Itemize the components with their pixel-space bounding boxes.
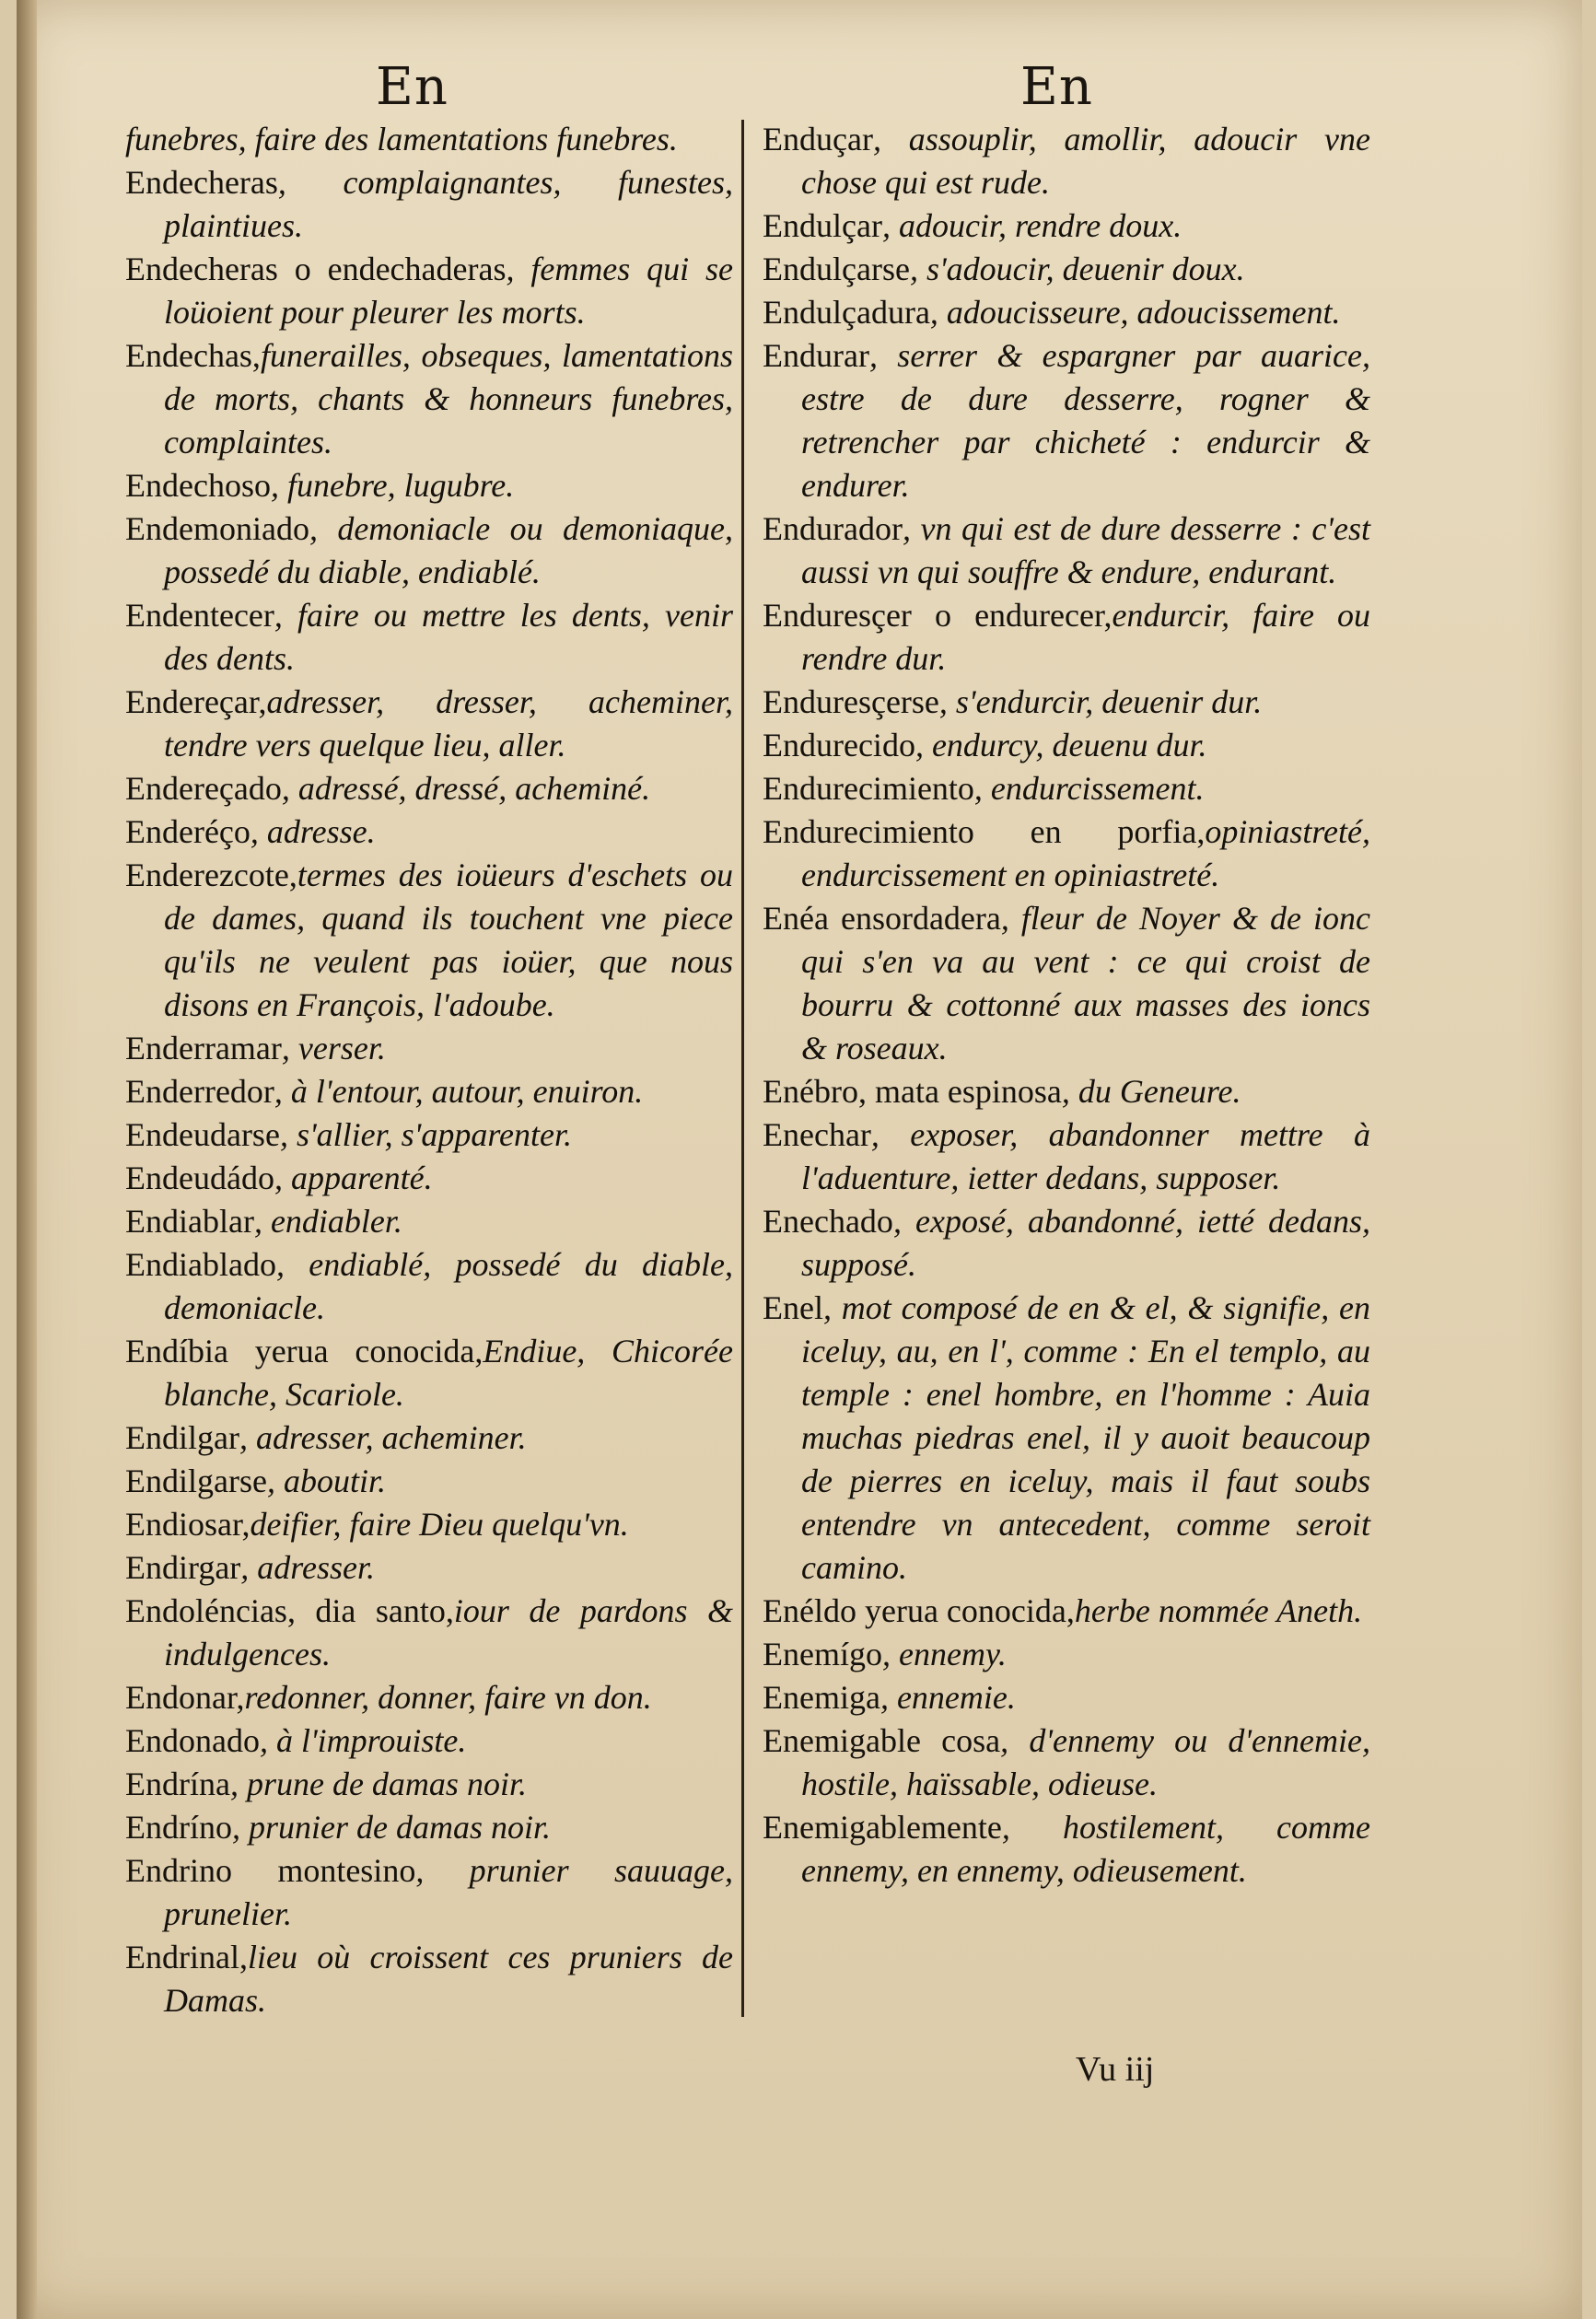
entry-headword: Enel (763, 1289, 823, 1326)
dictionary-entry (125, 1157, 733, 1200)
entry-headword: Enechar (763, 1116, 871, 1153)
dictionary-entry (763, 1633, 1370, 1676)
entry-headword: Enderredor (125, 1073, 274, 1110)
entry-headword: Endeudarse (125, 1116, 280, 1153)
entry-definition: , endurcissement. (973, 770, 1205, 807)
entry-definition: , adresser, acheminer. (239, 1419, 527, 1456)
dictionary-entry (763, 1287, 1370, 1590)
entry-headword: Endecheras o endechaderas (125, 251, 507, 287)
dictionary-entry (125, 1070, 733, 1113)
dictionary-entry (125, 334, 733, 464)
signature-mark: Vu iij (1076, 2050, 1155, 2089)
entry-headword: Endiosar, (125, 1506, 250, 1543)
dictionary-entry (763, 1590, 1370, 1633)
entry-definition: , hostilement, comme ennemy, en ennemy, odieusement. (801, 1809, 1370, 1889)
entry-definition: , d'ennemy ou d'ennemie, hostile, haïssable, odieuse. (801, 1722, 1370, 1802)
entry-definition: redonner, donner, faire vn don. (244, 1679, 652, 1716)
entry-definition: , à l'improuiste. (259, 1722, 467, 1759)
page-edge-shadow (17, 0, 37, 2319)
entry-headword: Endonado (125, 1722, 260, 1759)
entry-definition: , fleur de Noyer & de ionc qui s'en va au vent : ce qui croist de bourru & cottonné aux masses des ioncs & roseaux. (801, 900, 1370, 1066)
dictionary-entry (125, 810, 733, 854)
dictionary-entry (763, 248, 1370, 291)
dictionary-entry (125, 1027, 733, 1070)
entry-definition: , exposer, abandonner mettre à l'aduenture, ietter dedans, supposer. (801, 1116, 1370, 1196)
dictionary-entry (125, 1936, 733, 2022)
entry-headword: Endiablar (125, 1203, 254, 1240)
entry-headword: Enemigable cosa (763, 1722, 1001, 1759)
entry-headword: Enderramar (125, 1030, 282, 1066)
entry-definition: , serrer & espargner par auarice, estre de dure desserre, rogner & retrencher par chicheté : endurcir & endurer. (801, 337, 1370, 504)
entry-headword: Endulçar (763, 207, 882, 244)
entry-definition: , funebre, lugubre. (270, 467, 515, 504)
dictionary-entry (763, 594, 1370, 681)
entry-definition: , assouplir, amollir, adoucir vne chose qui est rude. (801, 121, 1370, 201)
entry-definition: deifier, faire Dieu quelqu'vn. (250, 1506, 629, 1543)
entry-definition: , endiablé, possedé du diable, demoniacle. (164, 1246, 733, 1326)
entry-headword: Endulçadura (763, 294, 930, 331)
dictionary-entry (763, 724, 1370, 767)
dictionary-entry (763, 810, 1370, 897)
entry-definition: , prune de damas noir. (229, 1765, 527, 1802)
entry-definition: termes des ioüeurs d'eschets ou de dames, quand ils touchent vne piece qu'ils ne veulent pas ioüer, que nous disons en François, l'adoube. (164, 857, 733, 1023)
entry-definition: , à l'entour, autour, enuiron. (274, 1073, 644, 1110)
entry-definition: , adoucir, rendre doux. (881, 207, 1182, 244)
dictionary-entry (125, 1113, 733, 1157)
entry-definition: , adresse. (250, 813, 376, 850)
dictionary-entry (125, 161, 733, 248)
entry-headword: Endirgar (125, 1549, 241, 1586)
dictionary-entry (763, 1676, 1370, 1719)
dictionary-entry (125, 1200, 733, 1243)
dictionary-entry (125, 1806, 733, 1849)
entry-definition: iour de pardons & indulgences. (164, 1592, 733, 1672)
entry-headword: Endoléncias, dia santo, (125, 1592, 454, 1629)
dictionary-entry (763, 897, 1370, 1070)
dictionary-entry (763, 291, 1370, 334)
dictionary-entry (125, 1243, 733, 1330)
dictionary-entry (125, 594, 733, 681)
entry-headword: Enéa ensordadera (763, 900, 1001, 937)
entry-definition: , mot composé de en & el, & signifie, en iceluy, au, en l', comme : En el templo, au temple : enel hombre, en l'homme : Auia muchas piedras enel, il y auoit beaucoup de pierres en iceluy, mais il faut soubs entendre vn antecedent, comme seroit camino. (801, 1289, 1370, 1586)
dictionary-entry (125, 248, 733, 334)
entry-definition: , faire ou mettre les dents, venir des dents. (164, 597, 733, 677)
entry-definition: , s'adoucir, deuenir doux. (909, 251, 1245, 287)
entry-headword: Endereçar, (125, 683, 267, 720)
entry-definition: , s'endurcir, deuenir dur. (938, 683, 1263, 720)
entry-definition: , s'allier, s'apparenter. (279, 1116, 573, 1153)
running-head-left: En (376, 57, 449, 117)
entry-headword: Enéldo yerua conocida, (763, 1592, 1075, 1629)
entry-headword: Enébro, mata espinosa (763, 1073, 1062, 1110)
entry-headword: Enemigablemente (763, 1809, 1002, 1846)
entry-definition: , complaignantes, funestes, plaintiues. (164, 164, 733, 244)
entry-definition: opiniastreté, endurcissement en opiniastreté. (801, 813, 1370, 893)
dictionary-entry (125, 1460, 733, 1503)
entry-headword: Enderezcote, (125, 857, 297, 893)
right-column (763, 118, 1370, 1893)
entry-definition: , prunier de damas noir. (231, 1809, 551, 1846)
entry-headword: Enderéço (125, 813, 250, 850)
dictionary-entry (763, 507, 1370, 594)
entry-definition: , du Geneure. (1061, 1073, 1241, 1110)
entry-definition: , ennemy. (881, 1636, 1007, 1672)
entry-headword: Endereçado (125, 770, 282, 807)
entry-definition: lieu où croissent ces pruniers de Damas. (164, 1939, 733, 2019)
entry-headword: Endeudádo (125, 1160, 274, 1196)
entry-headword: Endrino montesino (125, 1852, 416, 1889)
dictionary-entry (763, 767, 1370, 810)
entry-headword: Endilgarse (125, 1462, 267, 1499)
dictionary-entry (763, 334, 1370, 507)
dictionary-entry (763, 1113, 1370, 1200)
running-head-right: En (1020, 57, 1093, 117)
entry-definition: , adoucisseure, adoucissement. (929, 294, 1341, 331)
dictionary-entry (763, 1200, 1370, 1287)
dictionary-entry (763, 681, 1370, 724)
entry-definition: , prunier sauuage, prunelier. (164, 1852, 733, 1932)
entry-headword: Endurecido (763, 727, 915, 763)
entry-headword: Endríno (125, 1809, 232, 1846)
entry-definition: , endurcy, deuenu dur. (914, 727, 1207, 763)
entry-definition: adresser, dresser, acheminer, tendre vers quelque lieu, aller. (164, 683, 733, 763)
entry-definition: , adresser. (240, 1549, 375, 1586)
entry-headword: Enduçar (763, 121, 873, 157)
dictionary-entry (763, 1070, 1370, 1113)
dictionary-entry (125, 464, 733, 507)
entry-headword: Enechado (763, 1203, 893, 1240)
dictionary-entry (763, 1719, 1370, 1806)
entry-headword: Endrinal, (125, 1939, 248, 1975)
entry-headword: Endurecimiento en porfia, (763, 813, 1206, 850)
column-divider (741, 120, 744, 2017)
entry-definition: , femmes qui se loüoient pour pleurer les morts. (164, 251, 733, 331)
dictionary-entry (125, 118, 733, 161)
dictionary-entry (125, 1849, 733, 1936)
entry-headword: Endiablado (125, 1246, 276, 1283)
entry-headword: Enduresçer o endurecer, (763, 597, 1113, 634)
dictionary-entry (125, 1416, 733, 1460)
dictionary-entry (125, 507, 733, 594)
entry-definition: , adressé, dressé, acheminé. (281, 770, 651, 807)
entry-headword: Enemígo (763, 1636, 882, 1672)
entry-definition: , demoniacle ou demoniaque, possedé du diable, endiablé. (164, 510, 733, 590)
entry-headword: Endurar (763, 337, 869, 374)
dictionary-page (17, 0, 1582, 2319)
entry-definition: , exposé, abandonné, ietté dedans, supposé. (801, 1203, 1370, 1283)
dictionary-entry (125, 1676, 733, 1719)
entry-headword: Endecheras (125, 164, 278, 201)
entry-definition: Endiue, Chicorée blanche, Scariole. (164, 1333, 733, 1413)
entry-headword: Endilgar (125, 1419, 239, 1456)
entry-headword: Endentecer (125, 597, 274, 634)
entry-headword: Endonar, (125, 1679, 245, 1716)
dictionary-entry (125, 1719, 733, 1763)
dictionary-entry (763, 118, 1370, 204)
entry-definition: , endiabler. (253, 1203, 402, 1240)
entry-headword: Enemiga (763, 1679, 880, 1716)
dictionary-entry (763, 204, 1370, 248)
entry-headword: Endechoso (125, 467, 271, 504)
entry-headword: Endemoniado (125, 510, 309, 547)
entry-headword: Enduresçerse (763, 683, 939, 720)
entry-headword: Endulçarse (763, 251, 910, 287)
entry-definition: , apparenté. (274, 1160, 433, 1196)
entry-definition: herbe nommée Aneth. (1074, 1592, 1363, 1629)
dictionary-entry (125, 1590, 733, 1676)
entry-headword: Endurecimiento (763, 770, 974, 807)
dictionary-entry (125, 1546, 733, 1590)
entry-definition: funebres, faire des lamentations funebres. (125, 121, 678, 157)
entry-definition: , verser. (281, 1030, 386, 1066)
entry-definition: funerailles, obseques, lamentations de morts, chants & honneurs funebres, complaintes. (164, 337, 733, 460)
left-column (125, 118, 733, 2022)
entry-headword: Endrína (125, 1765, 230, 1802)
dictionary-entry (125, 1330, 733, 1416)
dictionary-entry (763, 1806, 1370, 1893)
entry-definition: , aboutir. (266, 1462, 386, 1499)
dictionary-entry (125, 681, 733, 767)
entry-definition: , ennemie. (880, 1679, 1016, 1716)
dictionary-entry (125, 1503, 733, 1546)
dictionary-entry (125, 854, 733, 1027)
entry-definition: endurcir, faire ou rendre dur. (801, 597, 1370, 677)
entry-headword: Endechas, (125, 337, 261, 374)
dictionary-entry (125, 767, 733, 810)
entry-headword: Endíbia yerua conocida, (125, 1333, 483, 1369)
dictionary-entry (125, 1763, 733, 1806)
entry-headword: Endurador (763, 510, 903, 547)
entry-definition: , vn qui est de dure desserre : c'est aussi vn qui souffre & endure, endurant. (801, 510, 1370, 590)
